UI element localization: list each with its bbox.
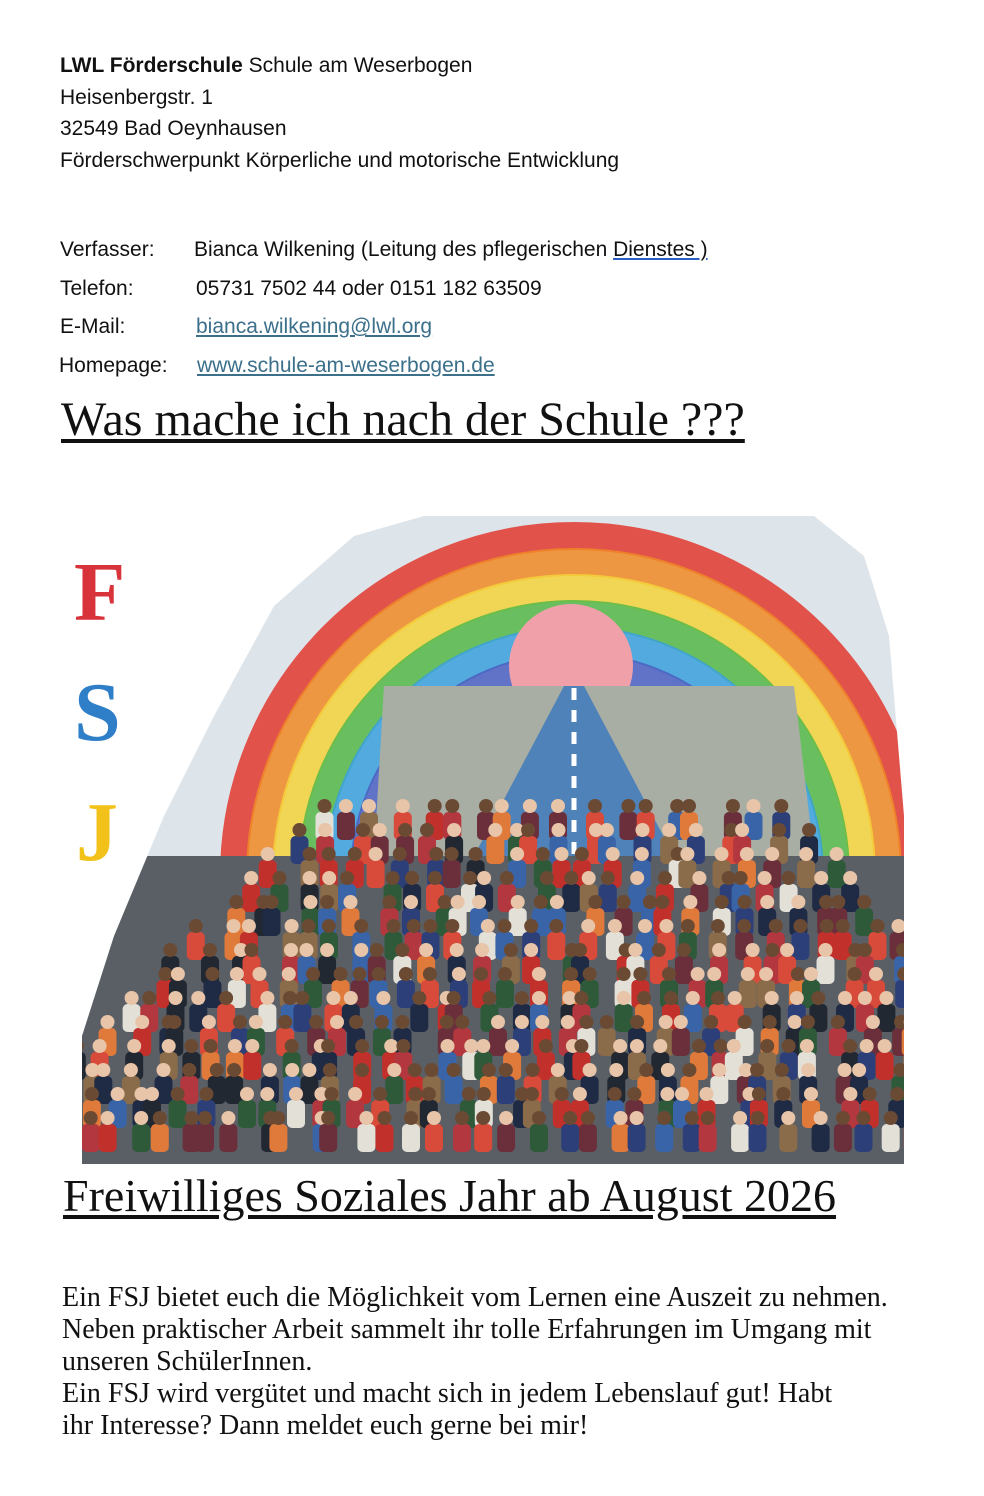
person: [82, 1111, 100, 1152]
person: [293, 991, 311, 1032]
person: [562, 871, 580, 912]
person: [908, 1063, 909, 1104]
person: [497, 1063, 515, 1104]
person: [132, 1111, 150, 1152]
letter-f: F: [74, 546, 126, 639]
person: [238, 1087, 256, 1128]
school-name-rest: Schule am Weserbogen: [242, 54, 473, 77]
person: [731, 1111, 749, 1152]
person: [445, 1063, 463, 1104]
fsj-headline: Freiwilliges Soziales Jahr ab August 2026: [63, 1170, 836, 1221]
photo-illustration: [74, 516, 908, 1164]
person: [169, 1087, 187, 1128]
person: [243, 1039, 261, 1080]
body-line-4: Ein FSJ wird vergütet und macht sich in jedem Lebenslauf gut! Habt: [62, 1378, 833, 1409]
person: [99, 1111, 117, 1152]
person: [151, 1111, 169, 1152]
person: [561, 1111, 579, 1152]
person: [474, 1111, 492, 1152]
person: [904, 1111, 908, 1152]
person: [489, 1015, 507, 1056]
person: [196, 1111, 214, 1152]
person: [779, 1111, 797, 1152]
person: [402, 1111, 420, 1152]
person: [812, 1111, 830, 1152]
homepage-link[interactable]: www.schule-am-weserbogen.de: [197, 353, 495, 377]
person: [187, 919, 205, 960]
body-line-2: Neben praktischer Arbeit sammelt ihr tolle Erfahrungen im Umgang mit: [62, 1314, 872, 1345]
person: [615, 991, 633, 1032]
person: [855, 1111, 873, 1152]
body-text: [62, 1282, 962, 1442]
person: [672, 1015, 690, 1056]
school-header: [60, 50, 619, 176]
homepage-label: Homepage:: [59, 353, 168, 377]
person: [486, 823, 504, 864]
school-name: [60, 50, 619, 82]
person: [791, 919, 809, 960]
email-label: E-Mail:: [60, 315, 126, 338]
person: [869, 919, 887, 960]
person: [699, 1111, 717, 1152]
letter-s: S: [74, 666, 121, 759]
person: [497, 1111, 515, 1152]
body-line-5: ihr Interesse? Dann meldet euch gerne bei mir!: [62, 1410, 589, 1441]
person: [579, 1111, 597, 1152]
person: [74, 1063, 79, 1104]
person: [655, 1111, 673, 1152]
person: [882, 1111, 900, 1152]
person: [425, 1111, 443, 1152]
person: [269, 1111, 287, 1152]
person: [749, 1111, 767, 1152]
author-value: [194, 238, 708, 262]
person: [628, 1111, 646, 1152]
person: [675, 943, 693, 984]
person: [337, 799, 355, 840]
letter-j: J: [76, 786, 118, 879]
person: [797, 847, 815, 888]
person: [453, 1111, 471, 1152]
person: [225, 1063, 243, 1104]
person: [612, 1111, 630, 1152]
author-label: Verfasser:: [60, 238, 155, 261]
person: [443, 847, 461, 888]
person: [829, 1015, 847, 1056]
person: [739, 967, 757, 1008]
person: [376, 1111, 394, 1152]
person: [509, 895, 527, 936]
person: [892, 1015, 908, 1056]
person: [397, 967, 415, 1008]
school-street: Heisenbergstr. 1: [60, 85, 213, 109]
person: [385, 1063, 403, 1104]
person: [357, 1111, 375, 1152]
school-focus: Förderschwerpunkt Körperliche und motorische Entwicklung: [60, 148, 620, 172]
school-name-bold: LWL Förderschule: [60, 54, 243, 77]
person: [834, 1111, 852, 1152]
person: [219, 1111, 237, 1152]
person: [834, 919, 852, 960]
person: [619, 799, 637, 840]
person: [204, 967, 222, 1008]
person: [318, 943, 336, 984]
author-text: Bianca Wilkening (Leitung des pflegerischen: [194, 238, 614, 261]
person: [410, 991, 428, 1032]
person: [496, 967, 514, 1008]
fsj-letters: [74, 546, 125, 879]
person: [547, 919, 565, 960]
person: [242, 871, 260, 912]
phone-label: Telefon:: [60, 276, 134, 300]
person: [628, 871, 646, 912]
person: [598, 1015, 616, 1056]
email-link[interactable]: bianca.wilkening@lwl.org: [196, 315, 433, 338]
person: [367, 847, 385, 888]
person: [904, 1039, 908, 1080]
fsj-group-photo: [74, 516, 908, 1164]
person: [877, 991, 895, 1032]
body-line-1: Ein FSJ bietet euch die Möglichkeit vom Lernen eine Auszeit zu nehmen.: [62, 1282, 888, 1313]
author-link[interactable]: Dienstes ): [613, 238, 708, 261]
person: [855, 895, 873, 936]
school-city: 32549 Bad Oeynhausen: [60, 117, 287, 140]
page-headline: Was mache ich nach der Schule ???: [61, 393, 745, 446]
body-line-3: unseren SchülerInnen.: [62, 1346, 313, 1377]
person: [263, 895, 281, 936]
person: [817, 943, 835, 984]
person: [876, 1039, 894, 1080]
person: [683, 1111, 701, 1152]
person: [287, 1087, 305, 1128]
phone-value: 05731 7502 44 oder 0151 182 63509: [196, 276, 542, 300]
person: [217, 991, 235, 1032]
person: [710, 1063, 728, 1104]
person: [530, 1111, 548, 1152]
person: [319, 1111, 337, 1152]
person: [599, 871, 617, 912]
person: [828, 847, 846, 888]
